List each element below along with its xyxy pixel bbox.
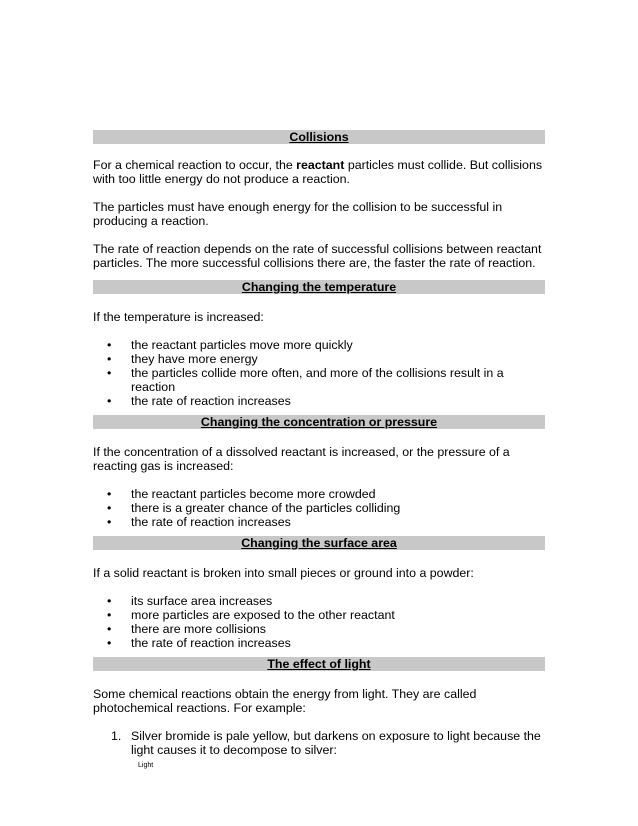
- document-page: [93, 130, 545, 770]
- list-temperature: [93, 338, 545, 408]
- section-heading-collisions: Collisions: [93, 130, 545, 144]
- list-item: • the rate of reaction increases: [131, 515, 545, 529]
- list-item: • they have more energy: [131, 352, 545, 366]
- list-item: • the reactant particles move more quickly: [131, 338, 545, 352]
- list-surface-area: [93, 594, 545, 650]
- section-heading-temperature: Changing the temperature: [93, 280, 545, 294]
- paragraph-collisions-3: The rate of reaction depends on the rate of successful collisions between reactant particles. The more successful collisions there are, the faster the rate of reaction.: [93, 242, 542, 270]
- list-item: • there is a greater chance of the particles colliding: [131, 501, 545, 515]
- list-item: • the rate of reaction increases: [131, 636, 545, 650]
- list-item: • more particles are exposed to the other reactant: [131, 608, 545, 622]
- list-concentration: [93, 487, 545, 529]
- list-item: • there are more collisions: [131, 622, 545, 636]
- paragraph-collisions-2: The particles must have enough energy for the collision to be successful in producing a reaction.: [93, 200, 503, 228]
- section-heading-surface-area: Changing the surface area: [93, 536, 545, 550]
- list-number: 1.: [111, 729, 122, 743]
- section-heading-concentration: Changing the concentration or pressure: [93, 415, 545, 429]
- list-item: • the particles collide more often, and more of the collisions result in a reaction: [131, 366, 545, 394]
- section-heading-light: The effect of light: [93, 657, 545, 671]
- list-light-examples: [93, 729, 545, 757]
- equation-caption-light: Light: [138, 762, 154, 769]
- paragraph-surface-intro: If a solid reactant is broken into small pieces or ground into a powder:: [93, 566, 474, 580]
- paragraph-light-intro: Some chemical reactions obtain the energy from light. They are called photochemical reactions. For example:: [93, 687, 477, 715]
- paragraph-temperature-intro: If the temperature is increased:: [93, 310, 264, 324]
- list-item: • its surface area increases: [131, 594, 545, 608]
- list-item: • the reactant particles become more crowded: [131, 487, 545, 501]
- paragraph-collisions-1: For a chemical reaction to occur, the reactant particles must collide. But collisions with too little energy do not produce a reaction.: [93, 158, 543, 186]
- paragraph-concentration-intro: If the concentration of a dissolved reactant is increased, or the pressure of a reacting gas is increased:: [93, 445, 510, 473]
- list-item: 1. Silver bromide is pale yellow, but darkens on exposure to light because the light causes it to decompose to silver:: [111, 729, 541, 757]
- list-item: • the rate of reaction increases: [131, 394, 545, 408]
